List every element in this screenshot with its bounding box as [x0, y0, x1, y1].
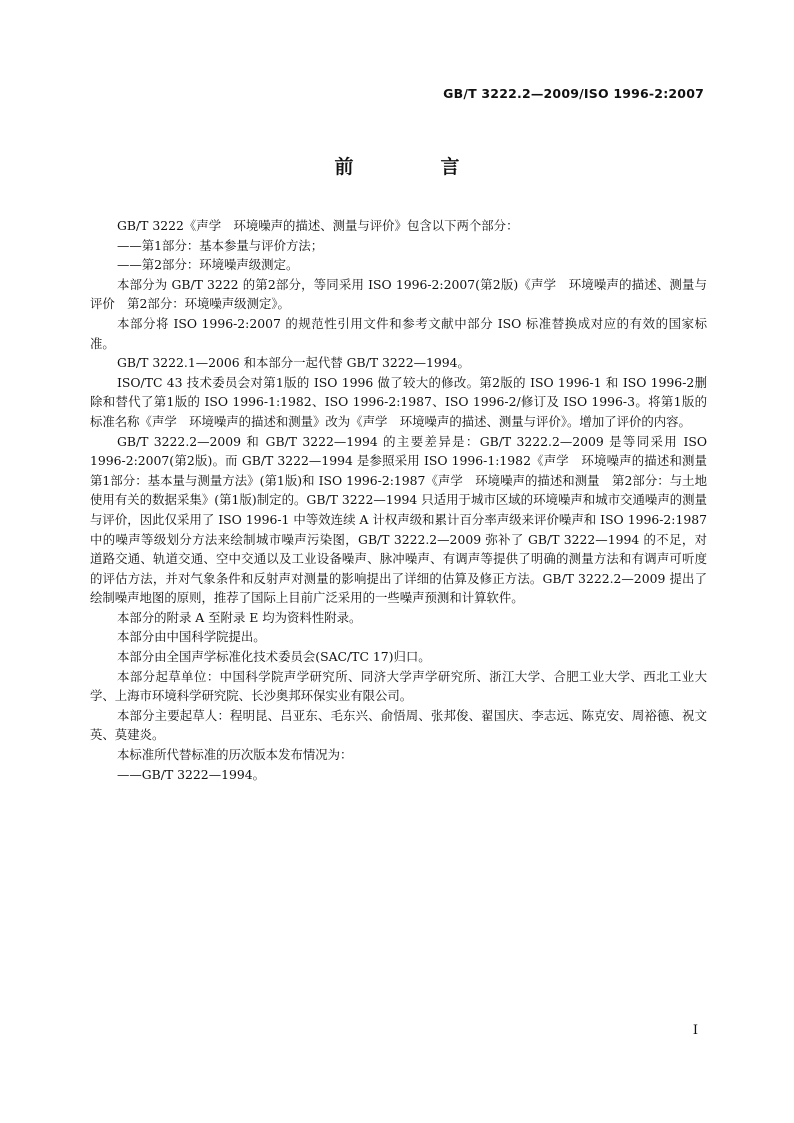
paragraph: 本标准所代替标准的历次版本发布情况为：	[117, 747, 353, 763]
standard-code-header: GB/T 3222.2—2009/ISO 1996-2:2007	[443, 86, 704, 101]
paragraph: GB/T 3222《声学 环境噪声的描述、测量与评价》包含以下两个部分：	[117, 218, 519, 233]
list-item: ——第2部分：环境噪声级测定。	[117, 257, 299, 273]
page-number: I	[692, 1023, 698, 1038]
foreword-body	[90, 216, 720, 784]
paragraph: 本部分为 GB/T 3222 的第2部分，等同采用 ISO 1996-2:2007(第2版)《声学 环境噪声的描述、测量与评价 第2部分：环境噪声级测定》。	[90, 276, 707, 312]
paragraph: 本部分由全国声学标准化技术委员会(SAC/TC 17)归口。	[117, 649, 431, 665]
list-item: ——GB/T 3222—1994。	[117, 766, 266, 782]
page-title: 前 言	[334, 156, 494, 178]
paragraph: 本部分的附录 A 至附录 E 均为资料性附录。	[117, 609, 362, 625]
paragraph: 本部分将 ISO 1996-2:2007 的规范性引用文件和参考文献中部分 ISO 标准替换成对应的有效的国家标准。	[90, 315, 707, 351]
list-item: ——第1部分：基本参量与评价方法；	[117, 237, 324, 253]
paragraph: GB/T 3222.2—2009 和 GB/T 3222—1994 的主要差异是：GB/T 3222.2—2009 是等同采用 ISO 1996-2:2007(第2版)。而 GB/T 3222—1994 是参照采用 ISO 1996-1:1982《声学 环境噪声的描述和测量 第1部分：基本量与测量方法》(第1版)和 ISO 1996-2:1987《声学 环境噪声的描述和测量 第2部分：与土地使用有关的数据采集》(第1版)制定的。GB/T 3222—1994 只适用于城市区域的环境噪声和城市交通噪声的测量与评价，因此仅采用了 ISO 1996-1 中等效连续 A 计权声级和累计百分率声级来评价噪声和 ISO 1996-2:1987 中的噪声等级划分方法来绘制城市噪声污染图，GB/T 3222.2—2009 弥补了 GB/T 3222—1994 的不足，对道路交通、轨道交通、空中交通以及工业设备噪声、脉冲噪声、有调声等提供了明确的测量方法和有调声可听度的评估方法，并对气象条件和反射声对测量的影响提出了详细的估算及修正方法。GB/T 3222.2—2009 提出了绘制噪声地图的原则，推荐了国际上目前广泛采用的一些噪声预测和计算软件。	[90, 433, 720, 606]
paragraph: 本部分起草单位：中国科学院声学研究所、同济大学声学研究所、浙江大学、合肥工业大学、西北工业大学、上海市环境科学研究院、长沙奥邦环保实业有限公司。	[90, 668, 707, 704]
paragraph: 本部分主要起草人：程明昆、吕亚东、毛东兴、俞悟周、张邦俊、翟国庆、李志远、陈克安、周裕德、祝文英、莫建炎。	[90, 707, 707, 743]
paragraph: 本部分由中国科学院提出。	[117, 629, 266, 645]
paragraph: GB/T 3222.1—2006 和本部分一起代替 GB/T 3222—1994。	[117, 355, 470, 371]
paragraph: ISO/TC 43 技术委员会对第1版的 ISO 1996 做了较大的修改。第2版的 ISO 1996-1 和 ISO 1996-2删除和替代了第1版的 ISO 1996-1:1982、ISO 1996-2:1987、ISO 1996-2/修订及 ISO 1996-3。将第1版的标准名称《声学 环境噪声的描述和测量》改为《声学 环境噪声的描述、测量与评价》。增加了评价的内容。	[90, 374, 707, 429]
